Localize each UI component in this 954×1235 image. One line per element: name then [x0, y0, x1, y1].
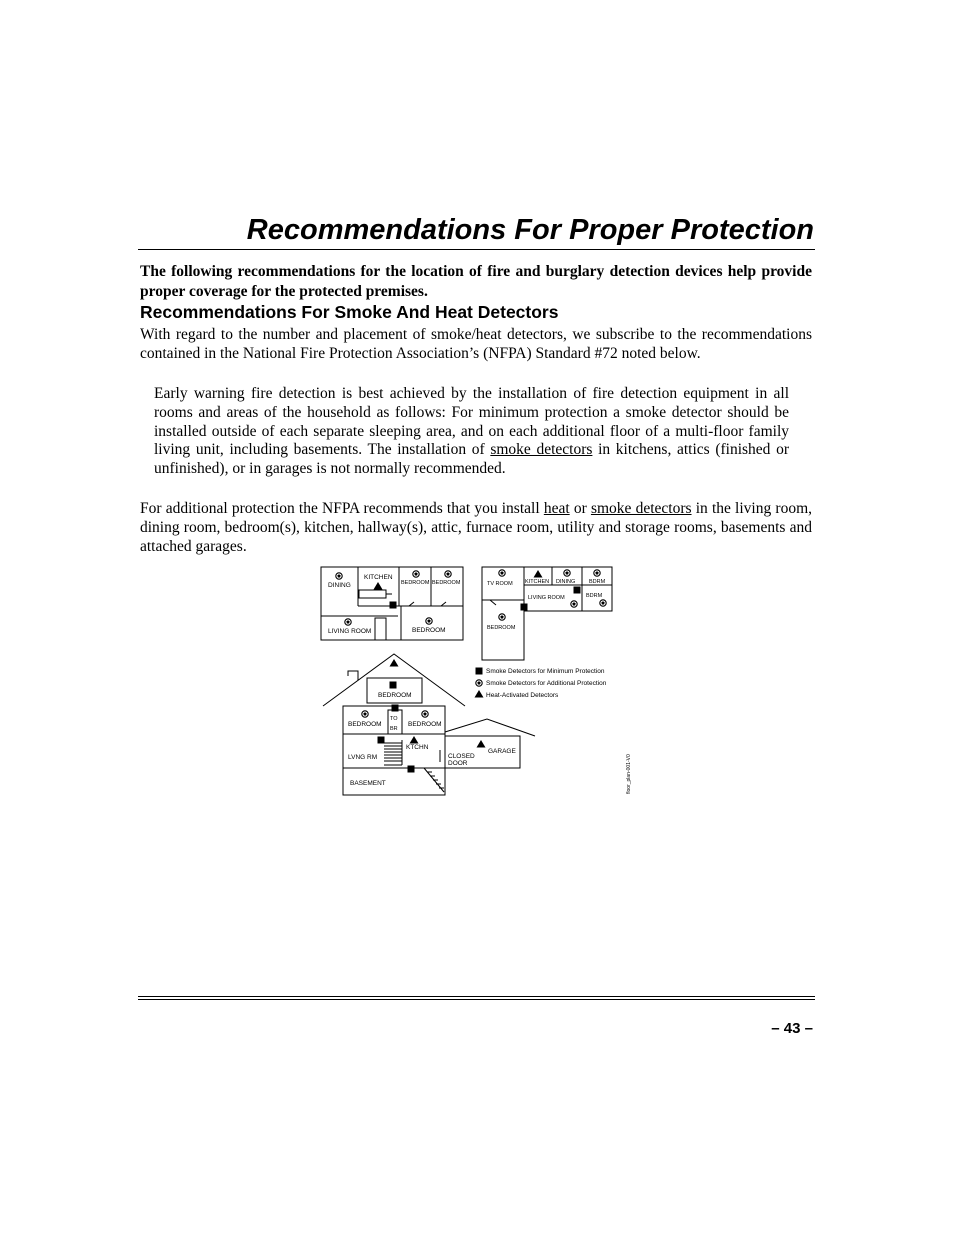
- legend-heat-label: Heat-Activated Detectors: [486, 692, 559, 699]
- house-closed-label: CLOSED: [448, 753, 475, 760]
- house-bedroom-top-label: BEDROOM: [378, 692, 412, 699]
- smoke-additional-icon: [445, 571, 451, 577]
- quote-text-2: in kitchens, attics (finished or unfinished), or in garages is not normally recommended.: [154, 441, 789, 478]
- page-number: – 43 –: [771, 1020, 813, 1037]
- p2-text-3: in the living room, dining room, bedroom(s), kitchen, hallway(s), attic, furnace room, utility and storage rooms, basements and attached garages.: [140, 500, 812, 555]
- smoke-detectors-link[interactable]: smoke detectors: [490, 441, 593, 459]
- diagram-legend: [475, 668, 607, 700]
- floor-plan-diagram: [300, 560, 640, 800]
- smoke-minimum-icon: [392, 705, 399, 712]
- smoke-additional-icon: [476, 680, 482, 686]
- page-title: Recommendations For Proper Protection: [246, 214, 814, 246]
- plan2-living-label: LIVING ROOM: [528, 595, 565, 601]
- smoke-additional-icon: [426, 618, 432, 624]
- plan1-kitchen-label: KITCHEN: [364, 574, 393, 581]
- plan1-dining-label: DINING: [328, 582, 351, 589]
- house-bedroom-right-label: BEDROOM: [408, 721, 442, 728]
- intro-paragraph: The following recommendations for the location of fire and burglary detection devices help provide proper coverage for the protected premises.: [140, 263, 812, 300]
- smoke-additional-icon: [594, 570, 600, 576]
- plan2-dining-label: DINING: [556, 579, 576, 585]
- smoke-additional-icon: [571, 601, 577, 607]
- heat-detector-icon: [390, 659, 399, 667]
- heat-detector-icon: [477, 740, 486, 748]
- smoke-minimum-icon: [390, 682, 397, 689]
- smoke-additional-icon: [499, 614, 505, 620]
- smoke-additional-icon: [362, 711, 368, 717]
- heat-link[interactable]: heat: [543, 500, 570, 517]
- heat-detector-icon: [475, 690, 484, 698]
- house-garage-label: GARAGE: [488, 748, 516, 755]
- house-ktchn-label: KTCHN: [406, 744, 429, 751]
- house-basement-label: BASEMENT: [350, 780, 386, 787]
- plan2-bdrm-b-label: BDRM: [586, 593, 603, 599]
- quote-text-1: Early warning fire detection is best achieved by the installation of fire detection equipment in all rooms and areas of the household as follows: For minimum protection a smoke detector should be installed outside of each separate sleeping area, and on each additional floor of a multi-floor family living unit, including basements. The installation of: [154, 385, 789, 459]
- smoke-additional-icon: [345, 619, 351, 625]
- house-to-label: TO: [390, 716, 398, 722]
- smoke-minimum-icon: [378, 737, 385, 744]
- smoke-detectors-link-2[interactable]: smoke detectors: [590, 500, 692, 517]
- smoke-minimum-icon: [476, 668, 483, 675]
- figure-id-label: floor_plan-001-V0: [626, 754, 632, 794]
- smoke-minimum-icon: [408, 766, 415, 773]
- smoke-minimum-icon: [574, 587, 581, 594]
- smoke-additional-icon: [600, 600, 606, 606]
- smoke-additional-icon: [564, 570, 570, 576]
- title-rule: [138, 249, 815, 250]
- plan1-bedroom-b-label: BEDROOM: [432, 580, 461, 586]
- plan2-tv-room-label: TV ROOM: [487, 581, 513, 587]
- smoke-additional-icon: [336, 573, 342, 579]
- house-door-label: DOOR: [448, 760, 468, 767]
- p2-text-1: For additional protection the NFPA recommends that you install: [140, 500, 544, 517]
- p2-text-2: or: [569, 500, 591, 517]
- house-bedroom-left-label: BEDROOM: [348, 721, 382, 728]
- smoke-minimum-icon: [521, 604, 528, 611]
- plan2-bdrm-a-label: BDRM: [589, 579, 606, 585]
- nfpa-paragraph: With regard to the number and placement of smoke/heat detectors, we subscribe to the recommendations contained in the National Fire Protection Association’s (NFPA) Standard #72 noted below.: [140, 326, 812, 362]
- smoke-additional-icon: [499, 570, 505, 576]
- additional-protection-paragraph: [140, 500, 812, 556]
- smoke-minimum-icon: [390, 602, 397, 609]
- legend-min-label: Smoke Detectors for Minimum Protection: [486, 668, 605, 675]
- plan2-kitchen-label: KITCHEN: [525, 579, 550, 585]
- plan2-bedroom-label: BEDROOM: [487, 625, 516, 631]
- plan1-bedroom-c-label: BEDROOM: [412, 627, 446, 634]
- heat-detector-icon: [534, 570, 543, 578]
- plan1-bedroom-a-label: BEDROOM: [401, 580, 430, 586]
- plan1-living-label: LIVING ROOM: [328, 628, 372, 635]
- house-lvng-rm-label: LVNG RM: [348, 754, 378, 761]
- smoke-additional-icon: [422, 711, 428, 717]
- heat-detector-icon: [410, 736, 419, 744]
- legend-additional-label: Smoke Detectors for Additional Protection: [486, 680, 607, 687]
- footer-rule: [138, 996, 815, 997]
- footer-rule: [138, 999, 815, 1000]
- nfpa-quote: [154, 385, 789, 479]
- house-br-label: BR: [390, 726, 398, 732]
- smoke-additional-icon: [413, 571, 419, 577]
- heat-detector-icon: [374, 582, 383, 590]
- section-heading: Recommendations For Smoke And Heat Detectors: [140, 302, 559, 322]
